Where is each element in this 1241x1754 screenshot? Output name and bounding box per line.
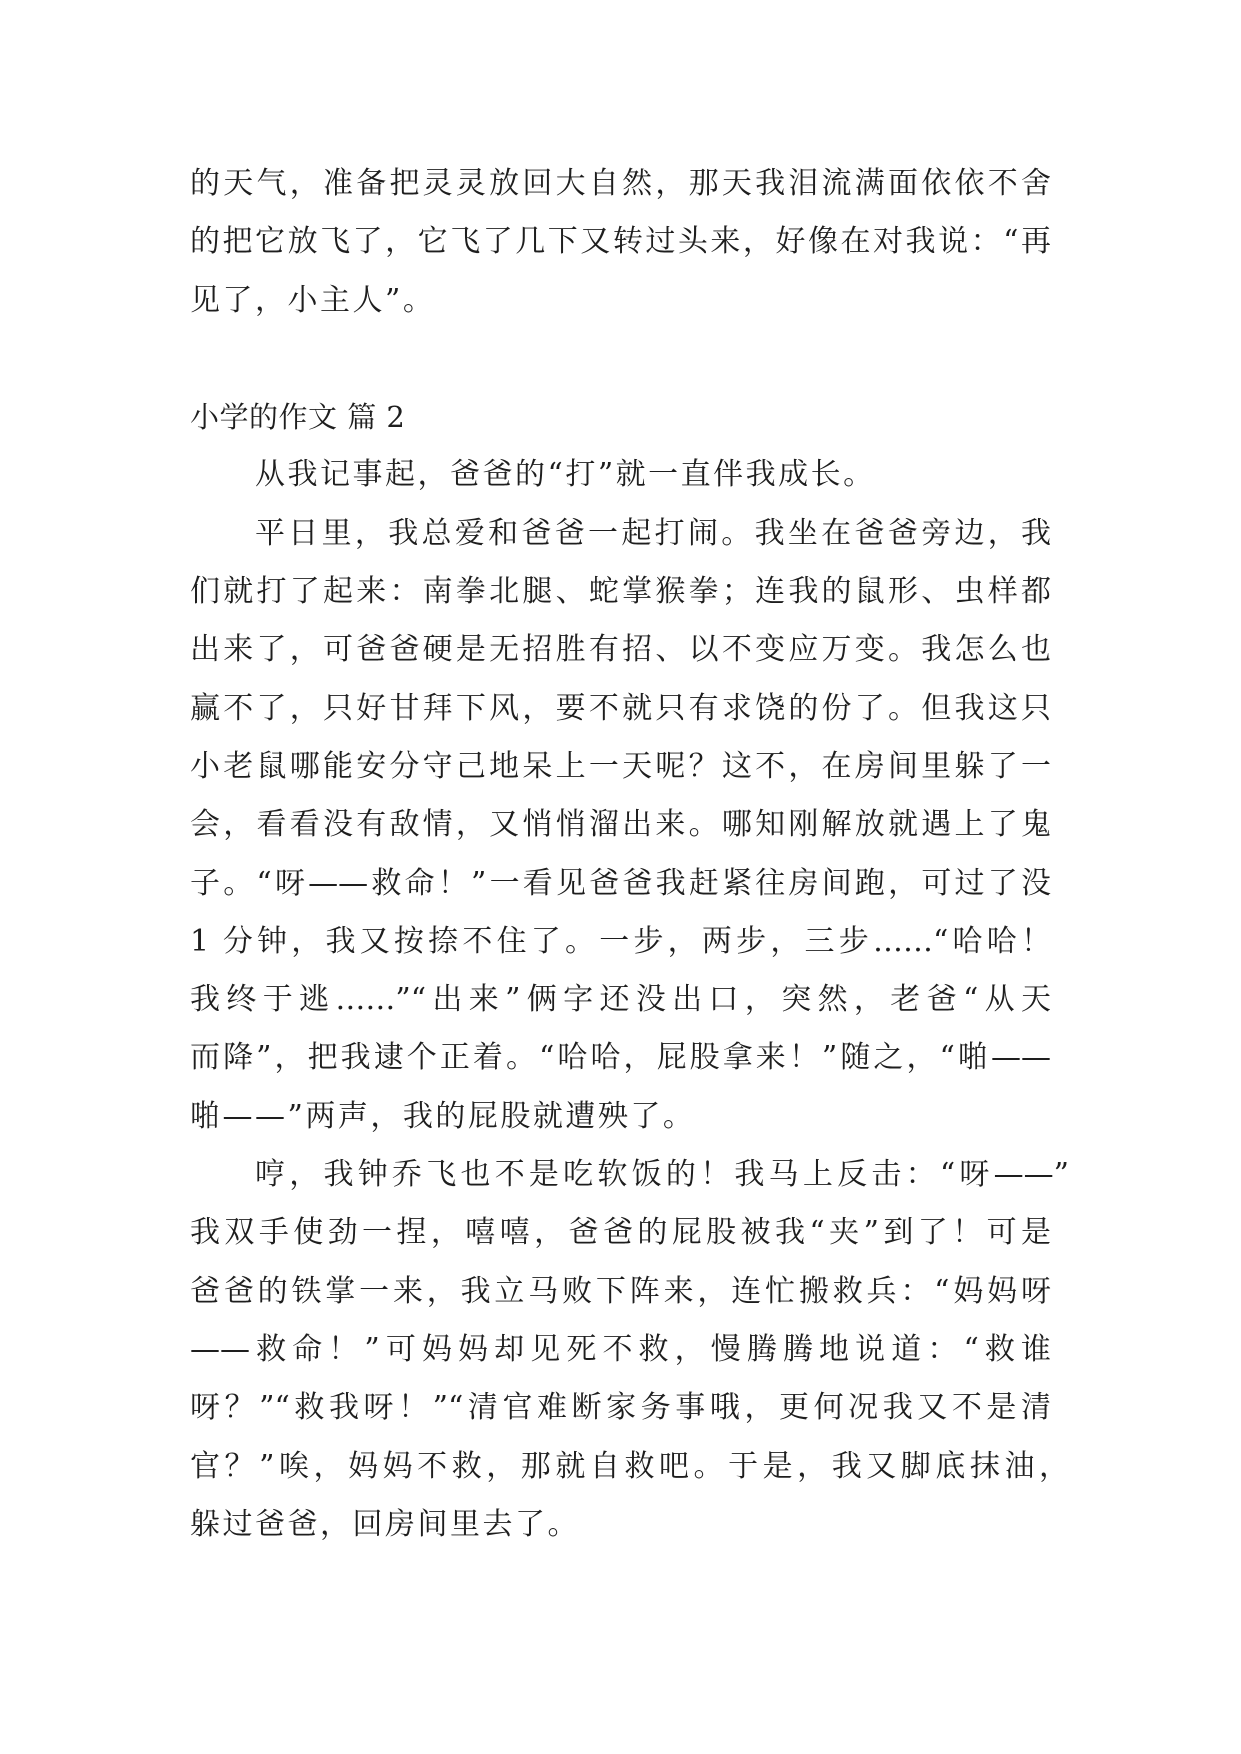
text-line: 1 分钟，我又按捺不住了。一步，两步，三步……“哈哈！ bbox=[190, 923, 1051, 959]
text-line: 爸爸的铁掌一来，我立马败下阵来，连忙搬救兵：“妈妈呀 bbox=[190, 1273, 1051, 1309]
text-line: 的把它放飞了，它飞了几下又转过头来，好像在对我说：“再 bbox=[190, 224, 1051, 260]
text-line: 小老鼠哪能安分守己地呆上一天呢？这不，在房间里躲了一 bbox=[190, 748, 1051, 784]
text-line: 从我记事起，爸爸的“打”就一直伴我成长。 bbox=[255, 457, 876, 493]
text-line: 子。“呀——救命！”一看见爸爸我赶紧往房间跑，可过了没 bbox=[190, 865, 1051, 901]
text-line: 的天气，准备把灵灵放回大自然，那天我泪流满面依依不舍 bbox=[190, 166, 1051, 201]
text-line: 出来了，可爸爸硬是无招胜有招、以不变应万变。我怎么也 bbox=[190, 632, 1051, 668]
text-line: 们就打了起来：南拳北腿、蛇掌猴拳；连我的鼠形、虫样都 bbox=[190, 574, 1051, 610]
paragraph bbox=[190, 446, 1051, 504]
text-line: 平日里，我总爱和爸爸一起打闹。我坐在爸爸旁边，我 bbox=[255, 515, 1051, 551]
text-line: 哼，我钟乔飞也不是吃软饭的！我马上反击：“呀——” bbox=[255, 1157, 1069, 1193]
text-line: 呀？”“救我呀！”“清官难断家务事哦，更何况我又不是清 bbox=[190, 1390, 1051, 1426]
text-line: 啪——”两声，我的屁股就遭殃了。 bbox=[190, 1098, 696, 1134]
blank-line bbox=[190, 330, 1051, 388]
text-line: 我双手使劲一捏，嘻嘻，爸爸的屁股被我“夹”到了！可是 bbox=[190, 1215, 1051, 1251]
paragraph bbox=[190, 1146, 1069, 1554]
section-title: 小学的作文 篇 2 bbox=[190, 400, 406, 435]
text-line: ——救命！”可妈妈却见死不救，慢腾腾地说道：“救谁 bbox=[190, 1331, 1051, 1367]
text-line: 官？”唉，妈妈不救，那就自救吧。于是，我又脚底抹油， bbox=[190, 1448, 1069, 1484]
text-line: 见了，小主人”。 bbox=[190, 282, 436, 318]
text-line: 赢不了，只好甘拜下风，要不就只有求饶的份了。但我这只 bbox=[190, 690, 1051, 726]
text-line: 躲过爸爸，回房间里去了。 bbox=[190, 1506, 580, 1542]
paragraph-continued bbox=[190, 155, 1051, 330]
text-line: 我终于逃……”“出来”俩字还没出口，突然，老爸“从天 bbox=[190, 982, 1051, 1018]
document-body bbox=[190, 155, 1069, 1554]
text-line: 会，看看没有敌情，又悄悄溜出来。哪知刚解放就遇上了鬼 bbox=[190, 807, 1051, 843]
text-line: 而降”，把我逮个正着。“哈哈，屁股拿来！”随之，“啪—— bbox=[190, 1040, 1051, 1076]
paragraph bbox=[190, 505, 1051, 1146]
